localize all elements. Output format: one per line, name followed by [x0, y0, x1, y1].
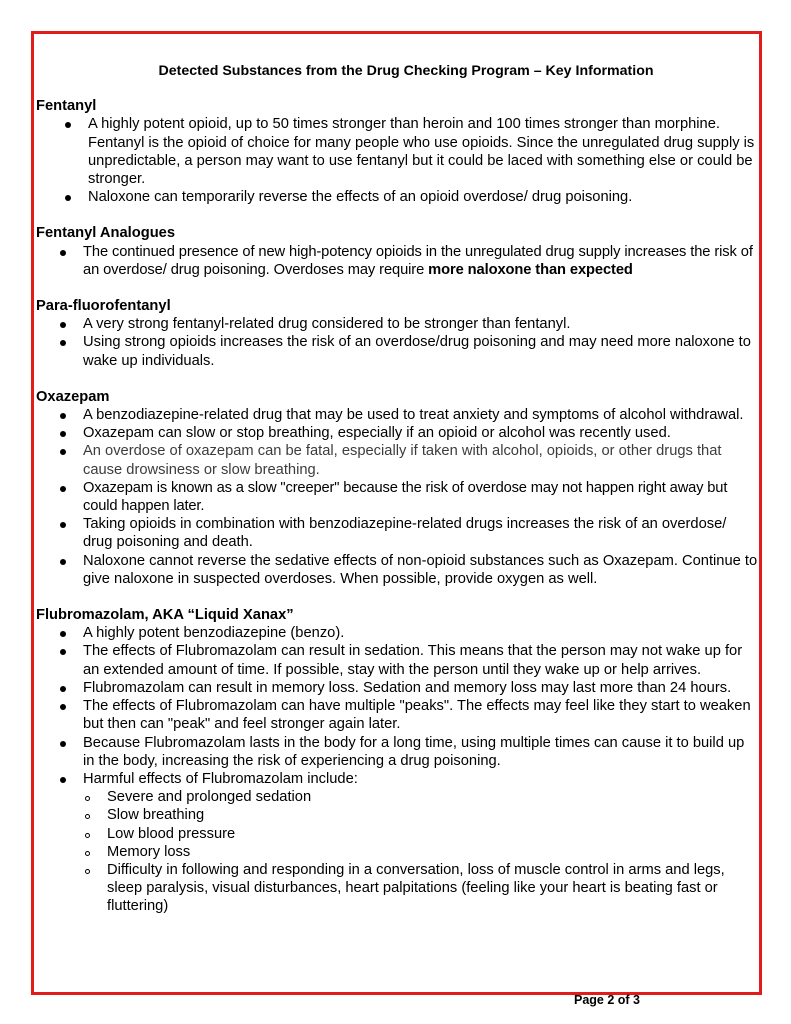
list-item: An overdose of oxazepam can be fatal, especially if taken with alcohol, opioids, or other drugs that cause drowsiness or slow breathing.: [36, 442, 758, 478]
bullet-icon: [60, 431, 66, 437]
bullet-icon: [60, 250, 66, 256]
bullet-icon: [60, 649, 66, 655]
page-number: Page 2 of 3: [574, 993, 640, 1007]
bullet-icon: [65, 122, 71, 128]
list-item: Oxazepam is known as a slow "creeper" because the risk of overdose may not happen right away but could happen later.: [36, 479, 758, 515]
bullet-icon: [60, 686, 66, 692]
section-flubromazolam: [36, 606, 758, 915]
list-item: A very strong fentanyl-related drug considered to be stronger than fentanyl.: [36, 315, 758, 333]
bullet-icon: [60, 340, 66, 346]
bullet-icon: [65, 195, 71, 201]
bullet-icon: [60, 486, 66, 492]
sub-list-item: Low blood pressure: [36, 825, 758, 843]
section-heading: Oxazepam: [36, 388, 110, 405]
section-heading: Fentanyl Analogues: [36, 225, 176, 242]
sub-list-item: Memory loss: [36, 843, 758, 861]
list-item: Harmful effects of Flubromazolam include: Severe and prolonged sedation Slow breathing Low blood pressure Memory loss Difficulty in following and responding in a conversation, loss of muscle control in arms and legs, sleep paralysis, visual disturbances, heart palpitations (feeling like your heart is beating fast or fluttering): [36, 770, 758, 916]
bullet-list: [36, 315, 758, 370]
list-item: The effects of Flubromazolam can result in sedation. This means that the person may not wake up for an extended amount of time. If possible, stay with the person until they wake up or help arrives.: [36, 642, 758, 678]
list-item: Naloxone cannot reverse the sedative effects of non-opioid substances such as Oxazepam. Continue to give naloxone in suspected overdoses. When possible, provide oxygen as well.: [36, 552, 758, 588]
section-heading: Fentanyl: [36, 98, 97, 115]
list-item: Oxazepam can slow or stop breathing, especially if an opioid or alcohol was recently used.: [36, 424, 758, 442]
bullet-icon: [60, 777, 66, 783]
section-para-fluorofentanyl: [36, 297, 758, 370]
sub-list-item: Difficulty in following and responding in a conversation, loss of muscle control in arms and legs, sleep paralysis, visual disturbances, heart palpitations (feeling like your heart is beating fast or fluttering): [36, 861, 758, 916]
list-item: The continued presence of new high-potency opioids in the unregulated drug supply increases the risk of an overdose/ drug poisoning. Overdoses may require more naloxone than expected: [36, 243, 758, 279]
document-title: Detected Substances from the Drug Checking Program – Key Information: [158, 63, 654, 79]
section-fentanyl: [36, 97, 758, 206]
bullet-icon: [60, 704, 66, 710]
list-item: Because Flubromazolam lasts in the body for a long time, using multiple times can cause it to build up in the body, increasing the risk of experiencing a drug poisoning.: [36, 734, 758, 770]
list-item: Using strong opioids increases the risk of an overdose/drug poisoning and may need more naloxone to wake up individuals.: [36, 333, 758, 369]
list-item: Taking opioids in combination with benzodiazepine-related drugs increases the risk of an overdose/ drug poisoning and death.: [36, 515, 758, 551]
bullet-list: [36, 406, 758, 588]
bullet-list: [36, 624, 758, 915]
bullet-icon: [60, 413, 66, 419]
list-item: The effects of Flubromazolam can have multiple "peaks". The effects may feel like they start to weaken but then can "peak" and feel stronger again later.: [36, 697, 758, 733]
hollow-bullet-icon: [85, 851, 90, 856]
bullet-list: [36, 243, 758, 279]
section-heading: Flubromazolam, AKA “Liquid Xanax”: [36, 607, 294, 624]
bullet-list: [36, 115, 758, 206]
section-heading: Para-fluorofentanyl: [36, 298, 171, 315]
sub-list-item: Severe and prolonged sedation: [36, 788, 758, 806]
bullet-icon: [60, 631, 66, 637]
bullet-icon: [60, 322, 66, 328]
section-oxazepam: [36, 388, 758, 588]
list-item: A highly potent benzodiazepine (benzo).: [36, 624, 758, 642]
hollow-bullet-icon: [85, 796, 90, 801]
bullet-icon: [60, 449, 66, 455]
sub-bullet-list: [36, 788, 758, 915]
list-item: Naloxone can temporarily reverse the effects of an opioid overdose/ drug poisoning.: [36, 188, 758, 206]
list-item: Flubromazolam can result in memory loss. Sedation and memory loss may last more than 24 hours.: [36, 679, 758, 697]
hollow-bullet-icon: [85, 869, 90, 874]
bullet-icon: [60, 559, 66, 565]
section-fentanyl-analogues: [36, 224, 758, 279]
document-body: [36, 62, 758, 934]
bullet-icon: [60, 741, 66, 747]
list-item: A benzodiazepine-related drug that may be used to treat anxiety and symptoms of alcohol withdrawal.: [36, 406, 758, 424]
list-item: A highly potent opioid, up to 50 times stronger than heroin and 100 times stronger than morphine. Fentanyl is the opioid of choice for many people who use opioids. Since the unregulated drug supply is unpredictable, a person may want to use fentanyl but it could be laced with something else or could be stronger.: [36, 115, 758, 188]
hollow-bullet-icon: [85, 814, 90, 819]
hollow-bullet-icon: [85, 833, 90, 838]
sub-list-item: Slow breathing: [36, 806, 758, 824]
bullet-icon: [60, 522, 66, 528]
